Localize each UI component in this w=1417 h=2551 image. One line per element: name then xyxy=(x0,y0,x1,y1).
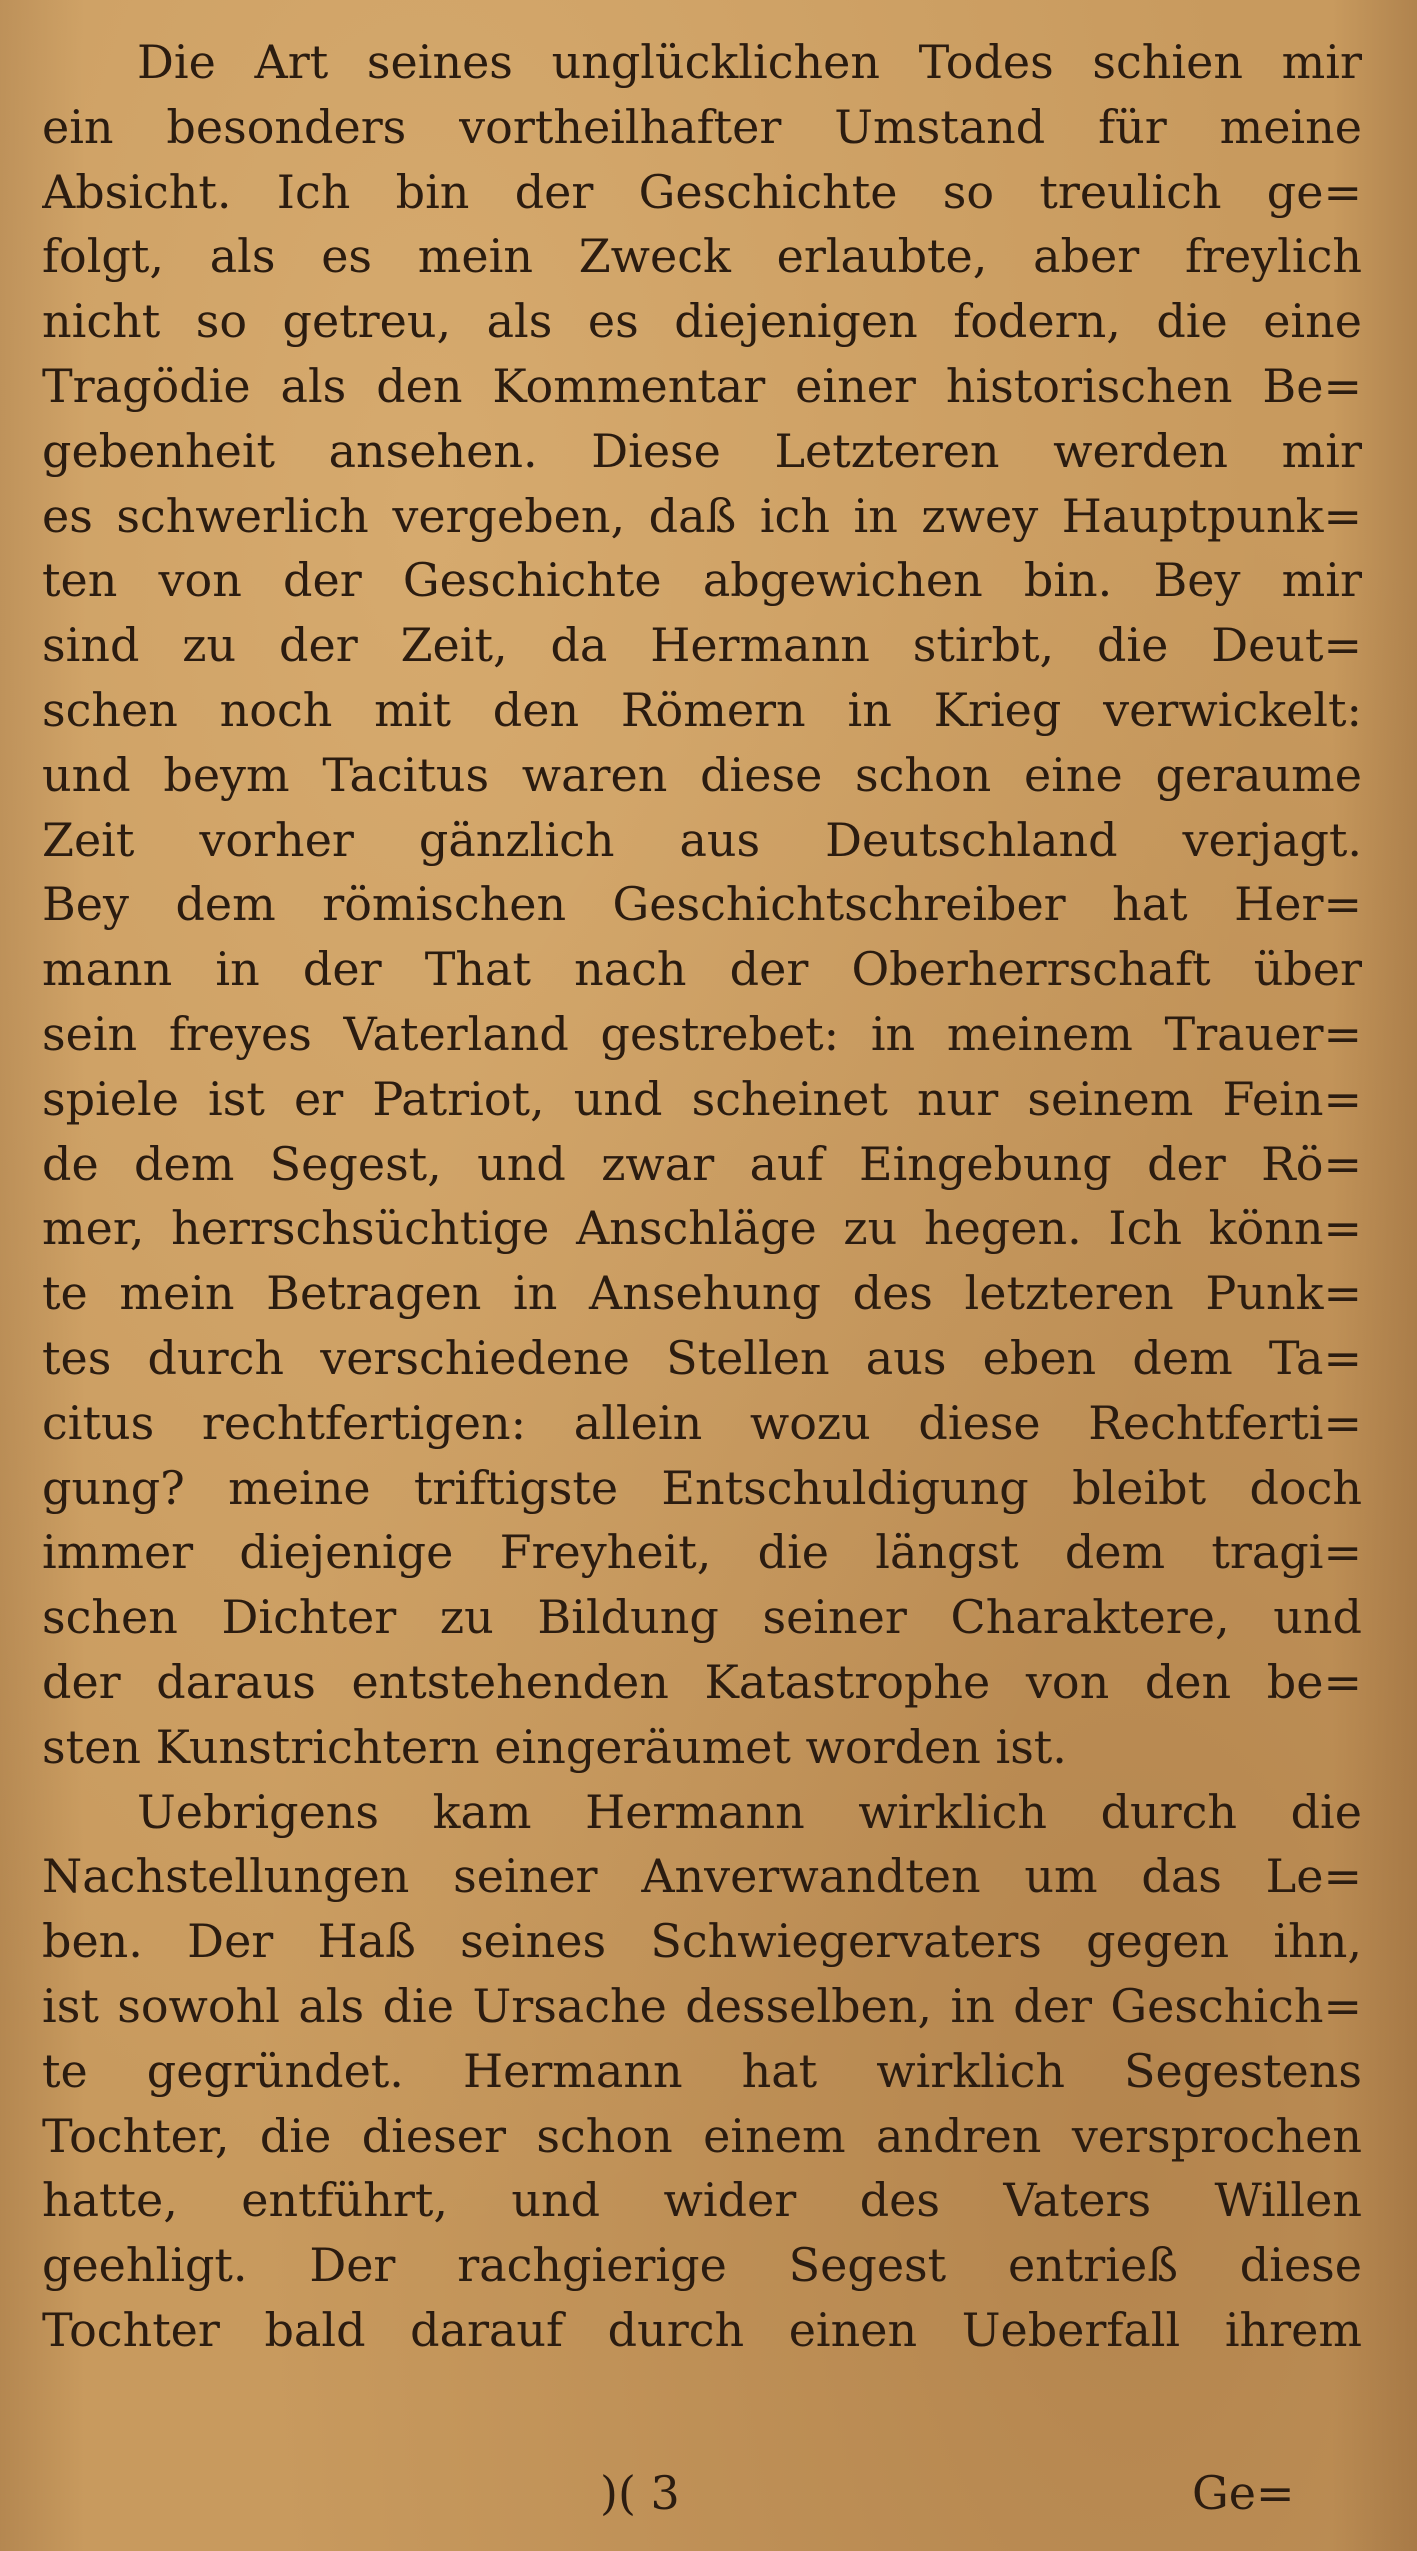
text-line: Tochter, die dieser schon einem andren versprochen xyxy=(42,2108,1362,2163)
text-line: te mein Betragen in Ansehung des letzteren Punk= xyxy=(42,1266,1362,1321)
text-line: hatte, entführt, und wider des Vaters Willen xyxy=(42,2173,1362,2228)
text-line: sind zu der Zeit, da Hermann stirbt, die Deut= xyxy=(42,618,1362,673)
text-line: Bey dem römischen Geschichtschreiber hat Her= xyxy=(42,877,1362,932)
text-line: es schwerlich vergeben, daß ich in zwey Hauptpunk= xyxy=(42,488,1362,543)
text-line: Die Art seines unglücklichen Todes schien mir xyxy=(137,35,1362,89)
text-line: Zeit vorher gänzlich aus Deutschland verjagt. xyxy=(42,812,1362,867)
text-line: Uebrigens kam Hermann wirklich durch die xyxy=(137,1784,1362,1839)
page-footer xyxy=(0,2466,1417,2530)
text-line: sein freyes Vaterland gestrebet: in meinem Trauer= xyxy=(42,1006,1362,1061)
catchword: Ge= xyxy=(1192,2466,1295,2520)
text-line: der daraus entstehenden Katastrophe von den be= xyxy=(42,1654,1362,1709)
text-line: geehligt. Der rachgierige Segest entrieß diese xyxy=(42,2238,1362,2293)
text-line: Nachstellungen seiner Anverwandten um das Le= xyxy=(42,1849,1362,1904)
text-line: tes durch verschiedene Stellen aus eben dem Ta= xyxy=(42,1330,1362,1385)
text-line: spiele ist er Patriot, und scheinet nur seinem Fein= xyxy=(42,1071,1362,1126)
text-line: ten von der Geschichte abgewichen bin. Bey mir xyxy=(42,553,1362,608)
text-line: folgt, als es mein Zweck erlaubte, aber freylich xyxy=(42,229,1362,284)
text-line: immer diejenige Freyheit, die längst dem tragi= xyxy=(42,1525,1362,1580)
text-line: citus rechtfertigen: allein wozu diese Rechtferti= xyxy=(42,1395,1362,1450)
text-line: mann in der That nach der Oberherrschaft über xyxy=(42,942,1362,997)
text-line: Tragödie als den Kommentar einer historischen Be= xyxy=(42,358,1362,413)
text-line: mer, herrschsüchtige Anschläge zu hegen. Ich könn= xyxy=(42,1201,1362,1256)
text-line: ein besonders vortheilhafter Umstand für meine xyxy=(42,99,1362,154)
text-line: schen noch mit den Römern in Krieg verwickelt: xyxy=(42,682,1362,737)
body-text xyxy=(42,30,1362,2363)
text-line: Absicht. Ich bin der Geschichte so treulich ge= xyxy=(42,164,1362,219)
text-line: ben. Der Haß seines Schwiegervaters gegen ihn, xyxy=(42,1914,1362,1969)
text-line: de dem Segest, und zwar auf Eingebung der Rö= xyxy=(42,1136,1362,1191)
text-line: schen Dichter zu Bildung seiner Charaktere, und xyxy=(42,1590,1362,1645)
paragraph xyxy=(42,1780,1362,2363)
paragraph xyxy=(42,30,1362,1780)
text-line: Tochter bald darauf durch einen Ueberfall ihrem xyxy=(42,2302,1362,2357)
text-line: sten Kunstrichtern eingeräumet worden ist. xyxy=(42,1719,1067,1774)
text-line: nicht so getreu, als es diejenigen fodern, die eine xyxy=(42,294,1362,349)
text-line: gebenheit ansehen. Diese Letzteren werden mir xyxy=(42,423,1362,478)
text-line: te gegründet. Hermann hat wirklich Segestens xyxy=(42,2043,1362,2098)
text-line: und beym Tacitus waren diese schon eine geraume xyxy=(42,747,1362,802)
text-line: ist sowohl als die Ursache desselben, in der Geschich= xyxy=(42,1978,1362,2033)
text-line: gung? meine triftigste Entschuldigung bleibt doch xyxy=(42,1460,1362,1515)
signature-mark: )( 3 xyxy=(600,2466,680,2520)
